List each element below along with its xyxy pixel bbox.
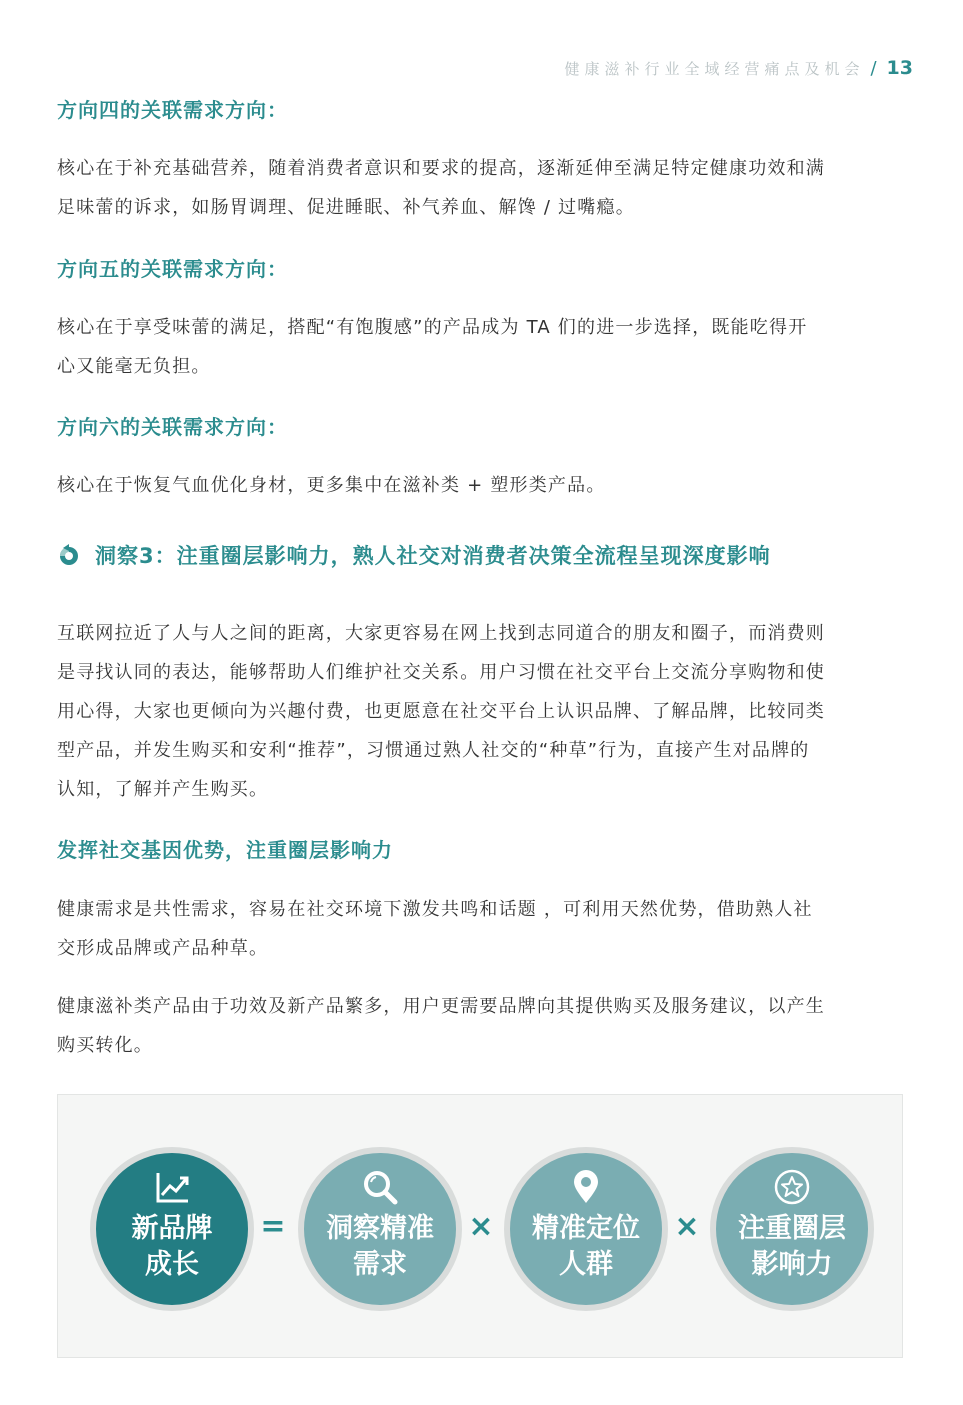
star-badge-icon: [772, 1167, 812, 1207]
text-line: 交形成品牌或产品种草。: [57, 938, 269, 959]
text-line: 购买转化。: [57, 1035, 153, 1056]
insight-heading: [57, 540, 771, 570]
text-line: 健康需求是共性需求，容易在社交环境下激发共鸣和话题 ，可利用天然优势，借助熟人社: [57, 899, 813, 920]
text-line: 用心得，大家也更倾向为兴趣付费，也更愿意在社交平台上认识品牌、了解品牌，比较同类: [57, 701, 825, 722]
refresh-arrow-icon: [57, 543, 81, 567]
label-line: 需求: [353, 1249, 407, 1280]
label-line: 成长: [145, 1249, 199, 1280]
direction-six-heading: 方向六的关联需求方向：: [57, 415, 288, 439]
text-line: 型产品，并发生购买和安利“推荐”，习惯通过熟人社交的“种草”行为，直接产生对品牌的: [57, 740, 810, 761]
page-header: [564, 57, 913, 79]
text-line: 心又能毫无负担。: [57, 356, 211, 377]
text-line: 核心在于补充基础营养，随着消费者意识和要求的提高，逐渐延伸至满足特定健康功效和满: [57, 158, 825, 179]
label-line: 新品牌: [131, 1213, 213, 1244]
social-heading: 发挥社交基因优势，注重圈层影响力: [57, 838, 393, 862]
equals-operator: =: [260, 1209, 286, 1244]
formula-item-label: [310, 1211, 450, 1283]
social-paragraph-1: [57, 890, 813, 968]
document-title: 健康滋补行业全域经营痛点及机会: [564, 60, 865, 78]
label-line: 注重圈层: [738, 1213, 846, 1244]
direction-five-heading: 方向五的关联需求方向：: [57, 257, 288, 281]
text-line: 认知，了解并产生购买。: [57, 779, 269, 800]
multiply-operator: ×: [674, 1209, 700, 1244]
label-line: 洞察精准: [326, 1213, 434, 1244]
direction-five-text: [57, 308, 807, 386]
label-line: 人群: [559, 1249, 613, 1280]
formula-item-circle-influence: [710, 1147, 874, 1311]
page-number: 13: [886, 57, 913, 79]
formula-item-insight-demand: [298, 1147, 462, 1311]
line-chart-icon: [152, 1167, 192, 1207]
multiply-operator: ×: [468, 1209, 494, 1244]
text-line: 核心在于恢复气血优化身材，更多集中在滋补类 + 塑形类产品。: [57, 475, 606, 496]
formula-item-label: [102, 1211, 242, 1283]
social-paragraph-2: [57, 987, 825, 1065]
label-line: 精准定位: [532, 1213, 640, 1244]
direction-four-heading: 方向四的关联需求方向：: [57, 98, 288, 122]
search-icon: [360, 1167, 400, 1207]
text-line: 足味蕾的诉求，如肠胃调理、促进睡眠、补气养血、解馋 / 过嘴瘾。: [57, 197, 635, 218]
text-line: 健康滋补类产品由于功效及新产品繁多，用户更需要品牌向其提供购买及服务建议，以产生: [57, 996, 825, 1017]
formula-item-target-audience: [504, 1147, 668, 1311]
insight-text: [57, 614, 825, 809]
location-pin-icon: [566, 1167, 606, 1207]
formula-item-label: [722, 1211, 862, 1283]
header-separator: /: [870, 58, 877, 79]
formula-item-label: [516, 1211, 656, 1283]
direction-four-text: [57, 149, 825, 227]
label-line: 影响力: [751, 1249, 833, 1280]
text-line: 互联网拉近了人与人之间的距离，大家更容易在网上找到志同道合的朋友和圈子，而消费则: [57, 623, 825, 644]
direction-six-text: [57, 466, 606, 505]
formula-item-brand-growth: [90, 1147, 254, 1311]
insight-title: 洞察3：注重圈层影响力，熟人社交对消费者决策全流程呈现深度影响: [95, 544, 771, 568]
text-line: 是寻找认同的表达，能够帮助人们维护社交关系。用户习惯在社交平台上交流分享购物和使: [57, 662, 825, 683]
text-line: 核心在于享受味蕾的满足，搭配“有饱腹感”的产品成为 TA 们的进一步选择，既能吃得开: [57, 317, 808, 338]
growth-formula-diagram: [57, 1094, 903, 1358]
